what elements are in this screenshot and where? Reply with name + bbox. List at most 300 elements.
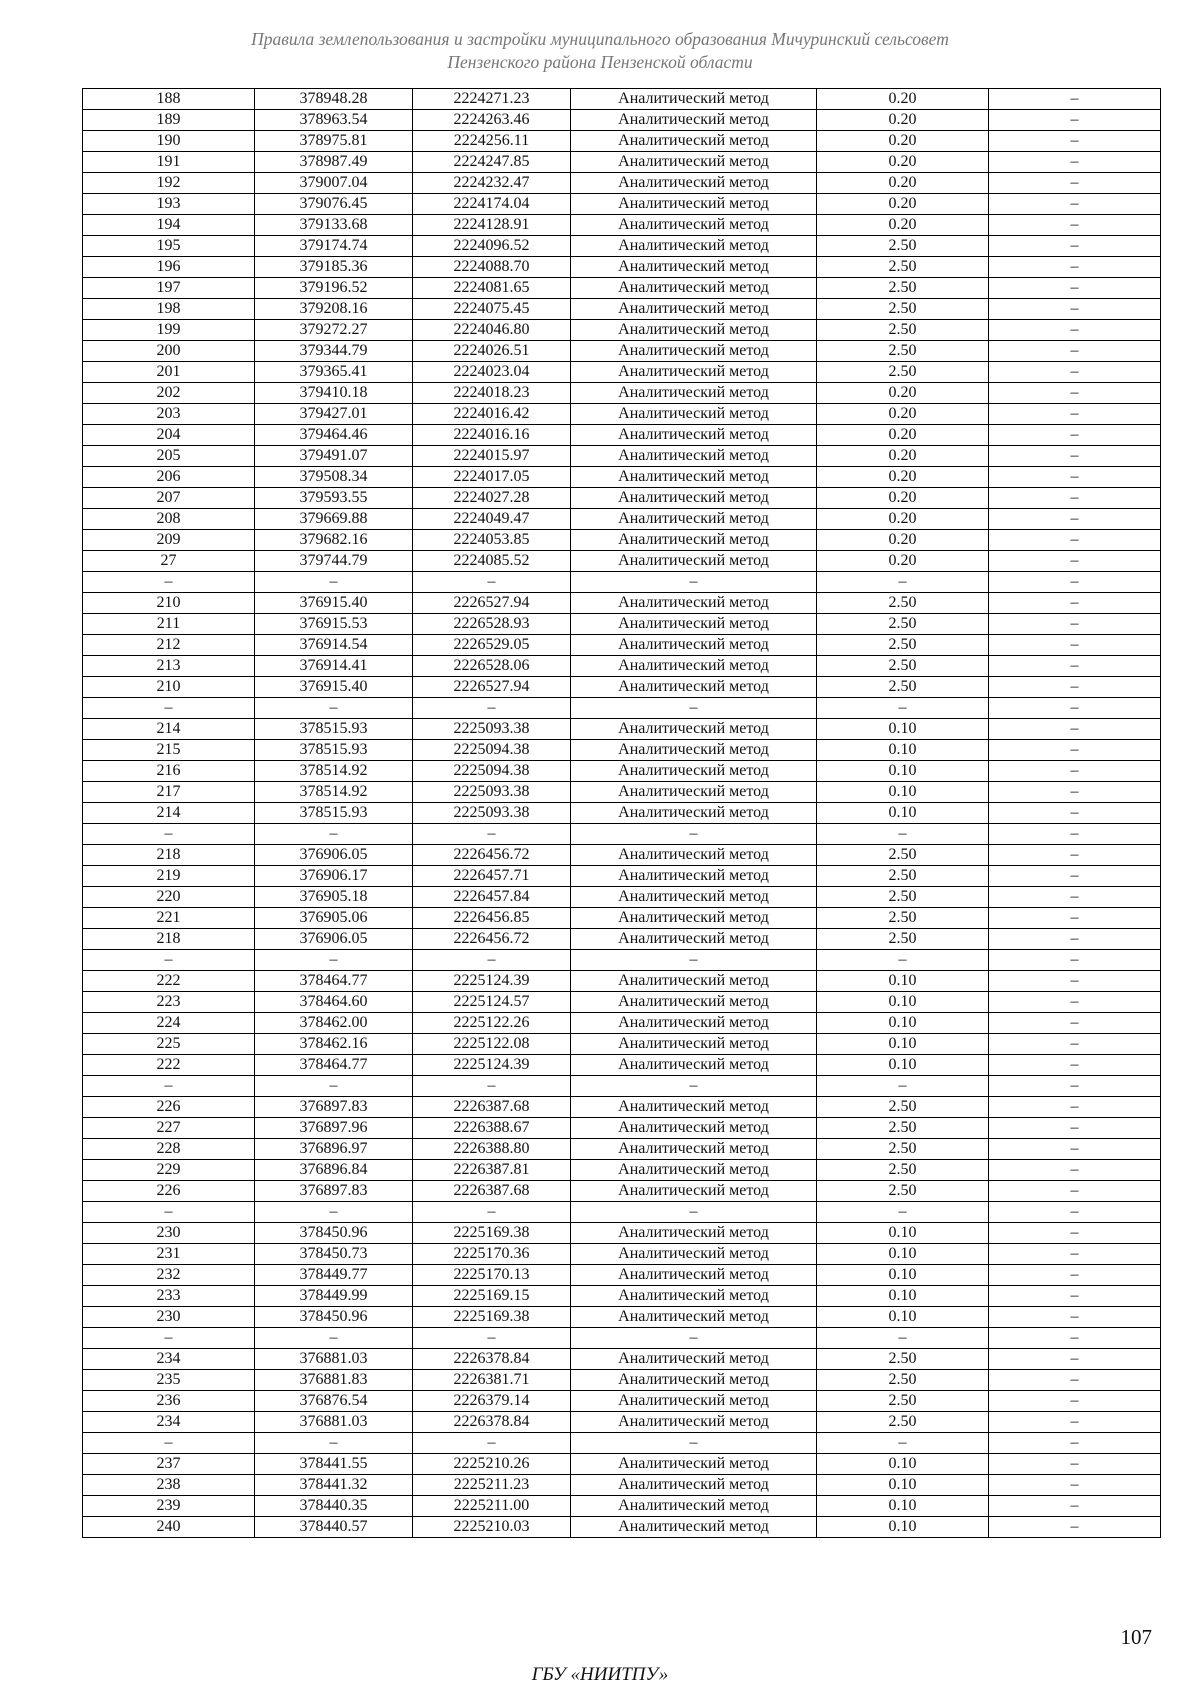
x-coordinate-cell: 379272.27 <box>255 320 413 341</box>
x-coordinate-cell: 379410.18 <box>255 383 413 404</box>
accuracy-cell: 0.10 <box>817 803 989 824</box>
table-row <box>83 530 1161 551</box>
accuracy-cell: 0.10 <box>817 992 989 1013</box>
note-cell: – <box>989 1265 1161 1286</box>
note-cell: – <box>989 824 1161 845</box>
accuracy-cell: 2.50 <box>817 845 989 866</box>
table-row <box>83 803 1161 824</box>
table-row <box>83 992 1161 1013</box>
point-number-cell: 234 <box>83 1412 255 1433</box>
x-coordinate-cell: 379744.79 <box>255 551 413 572</box>
method-cell: Аналитический метод <box>571 1244 817 1265</box>
x-coordinate-cell: 376881.83 <box>255 1370 413 1391</box>
point-number-cell: 226 <box>83 1181 255 1202</box>
point-number-cell: 219 <box>83 866 255 887</box>
x-coordinate-cell: 376897.83 <box>255 1181 413 1202</box>
note-cell: – <box>989 635 1161 656</box>
x-coordinate-cell: – <box>255 698 413 719</box>
method-cell: Аналитический метод <box>571 887 817 908</box>
point-number-cell: – <box>83 824 255 845</box>
table-row <box>83 173 1161 194</box>
method-cell: Аналитический метод <box>571 761 817 782</box>
y-coordinate-cell: 2226387.81 <box>413 1160 571 1181</box>
document-header <box>0 28 1200 74</box>
accuracy-cell: 2.50 <box>817 635 989 656</box>
table-row <box>83 1076 1161 1097</box>
accuracy-cell: 2.50 <box>817 1181 989 1202</box>
accuracy-cell: 2.50 <box>817 320 989 341</box>
accuracy-cell: 2.50 <box>817 866 989 887</box>
accuracy-cell: 0.20 <box>817 425 989 446</box>
y-coordinate-cell: 2225124.39 <box>413 971 571 992</box>
accuracy-cell: 0.20 <box>817 383 989 404</box>
y-coordinate-cell: 2226527.94 <box>413 593 571 614</box>
table-row <box>83 929 1161 950</box>
table-row <box>83 1055 1161 1076</box>
method-cell: Аналитический метод <box>571 614 817 635</box>
y-coordinate-cell: 2226387.68 <box>413 1097 571 1118</box>
y-coordinate-cell: 2225094.38 <box>413 761 571 782</box>
y-coordinate-cell: – <box>413 824 571 845</box>
point-number-cell: 235 <box>83 1370 255 1391</box>
accuracy-cell: 2.50 <box>817 908 989 929</box>
y-coordinate-cell: 2226388.80 <box>413 1139 571 1160</box>
table-row <box>83 257 1161 278</box>
x-coordinate-cell: 378975.81 <box>255 131 413 152</box>
table-row <box>83 1244 1161 1265</box>
note-cell: – <box>989 1517 1161 1538</box>
y-coordinate-cell: 2225124.57 <box>413 992 571 1013</box>
point-number-cell: 224 <box>83 1013 255 1034</box>
note-cell: – <box>989 803 1161 824</box>
x-coordinate-cell: – <box>255 1202 413 1223</box>
table-row <box>83 131 1161 152</box>
x-coordinate-cell: 378987.49 <box>255 152 413 173</box>
x-coordinate-cell: 379464.46 <box>255 425 413 446</box>
x-coordinate-cell: 379427.01 <box>255 404 413 425</box>
x-coordinate-cell: 379076.45 <box>255 194 413 215</box>
table-row <box>83 887 1161 908</box>
accuracy-cell: 0.20 <box>817 131 989 152</box>
note-cell: – <box>989 446 1161 467</box>
accuracy-cell: 2.50 <box>817 1139 989 1160</box>
note-cell: – <box>989 551 1161 572</box>
x-coordinate-cell: 379174.74 <box>255 236 413 257</box>
point-number-cell: 209 <box>83 530 255 551</box>
accuracy-cell: 2.50 <box>817 1160 989 1181</box>
accuracy-cell: 0.20 <box>817 509 989 530</box>
x-coordinate-cell: 379593.55 <box>255 488 413 509</box>
y-coordinate-cell: 2225211.00 <box>413 1496 571 1517</box>
x-coordinate-cell: 376876.54 <box>255 1391 413 1412</box>
point-number-cell: – <box>83 1433 255 1454</box>
y-coordinate-cell: 2224128.91 <box>413 215 571 236</box>
note-cell: – <box>989 341 1161 362</box>
x-coordinate-cell: 378441.55 <box>255 1454 413 1475</box>
point-number-cell: 214 <box>83 803 255 824</box>
table-row <box>83 1328 1161 1349</box>
point-number-cell: 222 <box>83 971 255 992</box>
accuracy-cell: 0.10 <box>817 1265 989 1286</box>
note-cell: – <box>989 467 1161 488</box>
x-coordinate-cell: 378449.99 <box>255 1286 413 1307</box>
note-cell: – <box>989 215 1161 236</box>
note-cell: – <box>989 1160 1161 1181</box>
point-number-cell: – <box>83 572 255 593</box>
note-cell: – <box>989 719 1161 740</box>
y-coordinate-cell: 2225122.08 <box>413 1034 571 1055</box>
x-coordinate-cell: 378462.00 <box>255 1013 413 1034</box>
y-coordinate-cell: 2225210.26 <box>413 1454 571 1475</box>
table-row <box>83 782 1161 803</box>
y-coordinate-cell: 2224263.46 <box>413 110 571 131</box>
accuracy-cell: – <box>817 1202 989 1223</box>
x-coordinate-cell: – <box>255 950 413 971</box>
accuracy-cell: 0.20 <box>817 173 989 194</box>
note-cell: – <box>989 299 1161 320</box>
y-coordinate-cell: 2224023.04 <box>413 362 571 383</box>
table-row <box>83 866 1161 887</box>
method-cell: – <box>571 1328 817 1349</box>
table-row <box>83 761 1161 782</box>
point-number-cell: 226 <box>83 1097 255 1118</box>
note-cell: – <box>989 1370 1161 1391</box>
accuracy-cell: 0.10 <box>817 740 989 761</box>
accuracy-cell: 0.10 <box>817 971 989 992</box>
point-number-cell: 233 <box>83 1286 255 1307</box>
method-cell: Аналитический метод <box>571 635 817 656</box>
table-row <box>83 1265 1161 1286</box>
point-number-cell: 218 <box>83 929 255 950</box>
point-number-cell: 238 <box>83 1475 255 1496</box>
note-cell: – <box>989 425 1161 446</box>
table-row <box>83 1370 1161 1391</box>
x-coordinate-cell: 378515.93 <box>255 719 413 740</box>
method-cell: Аналитический метод <box>571 1454 817 1475</box>
method-cell: Аналитический метод <box>571 1055 817 1076</box>
point-number-cell: 197 <box>83 278 255 299</box>
x-coordinate-cell: 378948.28 <box>255 89 413 110</box>
x-coordinate-cell: – <box>255 1076 413 1097</box>
table-row <box>83 1202 1161 1223</box>
point-number-cell: 229 <box>83 1160 255 1181</box>
note-cell: – <box>989 194 1161 215</box>
x-coordinate-cell: 378440.35 <box>255 1496 413 1517</box>
x-coordinate-cell: 376896.97 <box>255 1139 413 1160</box>
y-coordinate-cell: 2225093.38 <box>413 782 571 803</box>
method-cell: Аналитический метод <box>571 488 817 509</box>
y-coordinate-cell: 2225093.38 <box>413 803 571 824</box>
x-coordinate-cell: 378963.54 <box>255 110 413 131</box>
page-number: 107 <box>1120 1625 1152 1649</box>
point-number-cell: 211 <box>83 614 255 635</box>
note-cell: – <box>989 1475 1161 1496</box>
note-cell: – <box>989 1076 1161 1097</box>
table-row <box>83 488 1161 509</box>
table-row <box>83 719 1161 740</box>
y-coordinate-cell: 2224017.05 <box>413 467 571 488</box>
y-coordinate-cell: 2226457.84 <box>413 887 571 908</box>
method-cell: – <box>571 824 817 845</box>
point-number-cell: – <box>83 1328 255 1349</box>
table-row <box>83 509 1161 530</box>
table-row <box>83 1097 1161 1118</box>
point-number-cell: 193 <box>83 194 255 215</box>
accuracy-cell: 0.20 <box>817 152 989 173</box>
note-cell: – <box>989 1223 1161 1244</box>
point-number-cell: 194 <box>83 215 255 236</box>
point-number-cell: 210 <box>83 677 255 698</box>
table-row <box>83 425 1161 446</box>
method-cell: Аналитический метод <box>571 194 817 215</box>
note-cell: – <box>989 152 1161 173</box>
method-cell: Аналитический метод <box>571 740 817 761</box>
accuracy-cell: 2.50 <box>817 299 989 320</box>
method-cell: Аналитический метод <box>571 404 817 425</box>
y-coordinate-cell: 2226527.94 <box>413 677 571 698</box>
point-number-cell: 207 <box>83 488 255 509</box>
point-number-cell: 223 <box>83 992 255 1013</box>
table-row <box>83 383 1161 404</box>
point-number-cell: 222 <box>83 1055 255 1076</box>
y-coordinate-cell: 2226379.14 <box>413 1391 571 1412</box>
table-row <box>83 1433 1161 1454</box>
accuracy-cell: 0.10 <box>817 1013 989 1034</box>
table-row <box>83 1307 1161 1328</box>
method-cell: Аналитический метод <box>571 299 817 320</box>
note-cell: – <box>989 1412 1161 1433</box>
table-row <box>83 215 1161 236</box>
note-cell: – <box>989 1307 1161 1328</box>
note-cell: – <box>989 740 1161 761</box>
point-number-cell: – <box>83 1202 255 1223</box>
point-number-cell: 230 <box>83 1223 255 1244</box>
method-cell: – <box>571 1202 817 1223</box>
y-coordinate-cell: 2225124.39 <box>413 1055 571 1076</box>
x-coordinate-cell: 376897.96 <box>255 1118 413 1139</box>
y-coordinate-cell: 2224232.47 <box>413 173 571 194</box>
x-coordinate-cell: 379007.04 <box>255 173 413 194</box>
table-row <box>83 824 1161 845</box>
y-coordinate-cell: 2224096.52 <box>413 236 571 257</box>
y-coordinate-cell: – <box>413 572 571 593</box>
note-cell: – <box>989 1181 1161 1202</box>
point-number-cell: 191 <box>83 152 255 173</box>
method-cell: Аналитический метод <box>571 509 817 530</box>
x-coordinate-cell: 379682.16 <box>255 530 413 551</box>
method-cell: Аналитический метод <box>571 1160 817 1181</box>
table-row <box>83 1391 1161 1412</box>
y-coordinate-cell: 2224247.85 <box>413 152 571 173</box>
point-number-cell: 239 <box>83 1496 255 1517</box>
accuracy-cell: 2.50 <box>817 593 989 614</box>
accuracy-cell: 0.20 <box>817 110 989 131</box>
note-cell: – <box>989 866 1161 887</box>
header-line-2: Пензенского района Пензенской области <box>447 52 753 72</box>
accuracy-cell: 2.50 <box>817 929 989 950</box>
note-cell: – <box>989 698 1161 719</box>
y-coordinate-cell: 2226456.85 <box>413 908 571 929</box>
table-row <box>83 1475 1161 1496</box>
note-cell: – <box>989 404 1161 425</box>
method-cell: Аналитический метод <box>571 1013 817 1034</box>
method-cell: Аналитический метод <box>571 1412 817 1433</box>
point-number-cell: 220 <box>83 887 255 908</box>
x-coordinate-cell: 379669.88 <box>255 509 413 530</box>
table-row <box>83 950 1161 971</box>
document-footer: ГБУ «НИИТПУ» <box>531 1664 669 1685</box>
y-coordinate-cell: 2224049.47 <box>413 509 571 530</box>
x-coordinate-cell: 376906.05 <box>255 929 413 950</box>
y-coordinate-cell: 2226456.72 <box>413 929 571 950</box>
method-cell: Аналитический метод <box>571 908 817 929</box>
note-cell: – <box>989 1391 1161 1412</box>
table-row <box>83 236 1161 257</box>
y-coordinate-cell: 2224271.23 <box>413 89 571 110</box>
x-coordinate-cell: 379491.07 <box>255 446 413 467</box>
table-row <box>83 152 1161 173</box>
note-cell: – <box>989 110 1161 131</box>
accuracy-cell: – <box>817 950 989 971</box>
method-cell: Аналитический метод <box>571 992 817 1013</box>
accuracy-cell: – <box>817 1328 989 1349</box>
note-cell: – <box>989 761 1161 782</box>
table-row <box>83 845 1161 866</box>
method-cell: Аналитический метод <box>571 530 817 551</box>
accuracy-cell: 0.20 <box>817 89 989 110</box>
table-row <box>83 1496 1161 1517</box>
x-coordinate-cell: 376914.41 <box>255 656 413 677</box>
method-cell: – <box>571 1076 817 1097</box>
note-cell: – <box>989 887 1161 908</box>
method-cell: Аналитический метод <box>571 719 817 740</box>
table-row <box>83 656 1161 677</box>
y-coordinate-cell: 2224026.51 <box>413 341 571 362</box>
table-row <box>83 467 1161 488</box>
table-row <box>83 89 1161 110</box>
method-cell: Аналитический метод <box>571 1391 817 1412</box>
point-number-cell: 214 <box>83 719 255 740</box>
y-coordinate-cell: 2224174.04 <box>413 194 571 215</box>
x-coordinate-cell: 376881.03 <box>255 1412 413 1433</box>
accuracy-cell: 0.10 <box>817 1223 989 1244</box>
point-number-cell: 27 <box>83 551 255 572</box>
note-cell: – <box>989 677 1161 698</box>
accuracy-cell: – <box>817 1433 989 1454</box>
x-coordinate-cell: 378515.93 <box>255 740 413 761</box>
note-cell: – <box>989 509 1161 530</box>
note-cell: – <box>989 362 1161 383</box>
table-row <box>83 635 1161 656</box>
point-number-cell: – <box>83 698 255 719</box>
note-cell: – <box>989 971 1161 992</box>
method-cell: Аналитический метод <box>571 1181 817 1202</box>
method-cell: Аналитический метод <box>571 110 817 131</box>
y-coordinate-cell: 2226529.05 <box>413 635 571 656</box>
point-number-cell: 196 <box>83 257 255 278</box>
accuracy-cell: 0.10 <box>817 1286 989 1307</box>
y-coordinate-cell: 2226528.93 <box>413 614 571 635</box>
note-cell: – <box>989 236 1161 257</box>
method-cell: Аналитический метод <box>571 341 817 362</box>
coordinates-table <box>82 88 1161 1538</box>
method-cell: Аналитический метод <box>571 929 817 950</box>
table-row <box>83 614 1161 635</box>
method-cell: Аналитический метод <box>571 131 817 152</box>
accuracy-cell: 0.20 <box>817 488 989 509</box>
y-coordinate-cell: 2226378.84 <box>413 1349 571 1370</box>
x-coordinate-cell: 376897.83 <box>255 1097 413 1118</box>
note-cell: – <box>989 320 1161 341</box>
y-coordinate-cell: 2225210.03 <box>413 1517 571 1538</box>
note-cell: – <box>989 1244 1161 1265</box>
y-coordinate-cell: 2224018.23 <box>413 383 571 404</box>
y-coordinate-cell: 2224015.97 <box>413 446 571 467</box>
table-row <box>83 278 1161 299</box>
note-cell: – <box>989 488 1161 509</box>
method-cell: Аналитический метод <box>571 425 817 446</box>
table-row <box>83 1286 1161 1307</box>
note-cell: – <box>989 383 1161 404</box>
coordinates-table-body <box>83 89 1161 1538</box>
x-coordinate-cell: – <box>255 824 413 845</box>
note-cell: – <box>989 950 1161 971</box>
note-cell: – <box>989 1433 1161 1454</box>
accuracy-cell: 0.10 <box>817 1454 989 1475</box>
y-coordinate-cell: 2224088.70 <box>413 257 571 278</box>
point-number-cell: 231 <box>83 1244 255 1265</box>
note-cell: – <box>989 173 1161 194</box>
y-coordinate-cell: 2224016.42 <box>413 404 571 425</box>
accuracy-cell: 0.20 <box>817 551 989 572</box>
x-coordinate-cell: 376905.06 <box>255 908 413 929</box>
method-cell: Аналитический метод <box>571 551 817 572</box>
point-number-cell: 203 <box>83 404 255 425</box>
point-number-cell: 208 <box>83 509 255 530</box>
accuracy-cell: 0.10 <box>817 1034 989 1055</box>
note-cell: – <box>989 929 1161 950</box>
accuracy-cell: 0.10 <box>817 1496 989 1517</box>
method-cell: Аналитический метод <box>571 236 817 257</box>
x-coordinate-cell: 378450.73 <box>255 1244 413 1265</box>
point-number-cell: 210 <box>83 593 255 614</box>
table-row <box>83 1454 1161 1475</box>
x-coordinate-cell: 378449.77 <box>255 1265 413 1286</box>
table-row <box>83 1517 1161 1538</box>
method-cell: Аналитический метод <box>571 278 817 299</box>
x-coordinate-cell: 376915.40 <box>255 593 413 614</box>
point-number-cell: 215 <box>83 740 255 761</box>
method-cell: Аналитический метод <box>571 446 817 467</box>
accuracy-cell: 2.50 <box>817 887 989 908</box>
method-cell: Аналитический метод <box>571 383 817 404</box>
point-number-cell: 221 <box>83 908 255 929</box>
method-cell: Аналитический метод <box>571 1517 817 1538</box>
table-row <box>83 1160 1161 1181</box>
point-number-cell: 225 <box>83 1034 255 1055</box>
note-cell: – <box>989 1286 1161 1307</box>
point-number-cell: 237 <box>83 1454 255 1475</box>
method-cell: Аналитический метод <box>571 1139 817 1160</box>
x-coordinate-cell: – <box>255 1433 413 1454</box>
x-coordinate-cell: 379133.68 <box>255 215 413 236</box>
point-number-cell: 240 <box>83 1517 255 1538</box>
x-coordinate-cell: 379365.41 <box>255 362 413 383</box>
point-number-cell: 201 <box>83 362 255 383</box>
y-coordinate-cell: 2224053.85 <box>413 530 571 551</box>
y-coordinate-cell: 2225093.38 <box>413 719 571 740</box>
accuracy-cell: – <box>817 698 989 719</box>
